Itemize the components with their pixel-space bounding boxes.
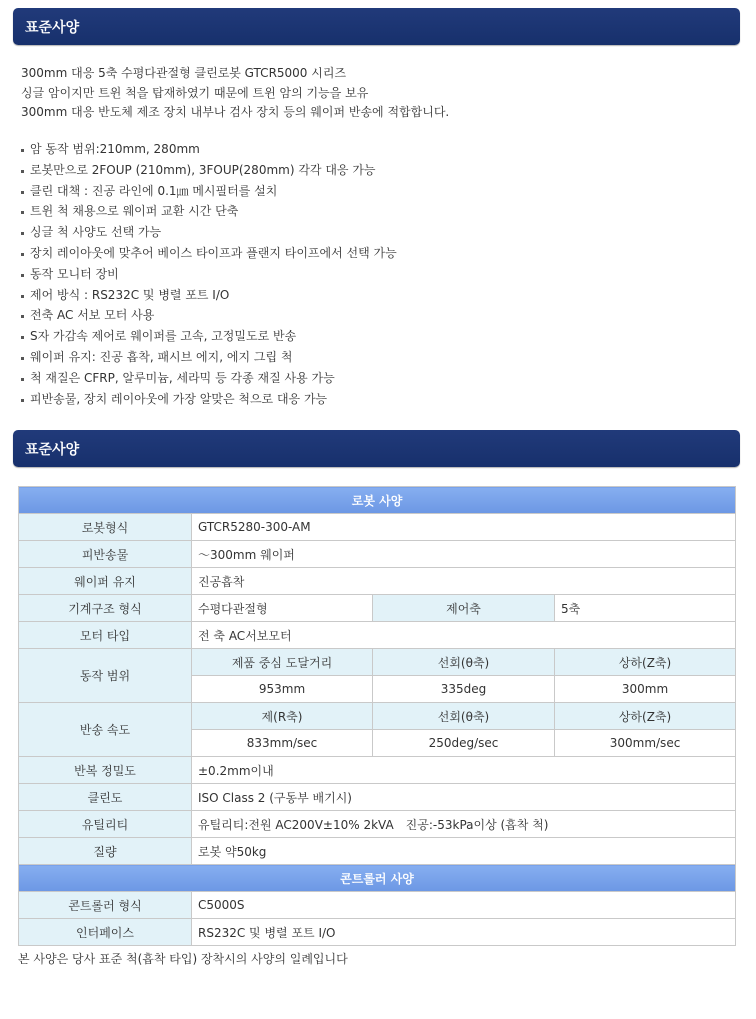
row-value: ±0.2mm이내: [192, 757, 736, 784]
row-label: 인터페이스: [19, 919, 192, 946]
list-item: 장치 레이아웃에 맞추어 베이스 타이프과 플랜지 타이프에서 선택 가능: [21, 243, 397, 264]
section-header-spec: [13, 8, 740, 45]
table-row: [19, 595, 736, 622]
row-value: 전 축 AC서보모터: [192, 622, 736, 649]
row-value: 953mm: [192, 676, 373, 703]
intro-line: 300mm 대응 반도체 제조 장치 내부나 검사 장치 등의 웨이퍼 반송에 적합합니다.: [21, 105, 450, 119]
table-row: [19, 892, 736, 919]
column-header: 제품 중심 도달거리: [192, 649, 373, 676]
row-label: 피반송물: [19, 541, 192, 568]
row-label: 콘트롤러 형식: [19, 892, 192, 919]
row-value: ISO Class 2 (구동부 배기시): [192, 784, 736, 811]
table-row: [19, 757, 736, 784]
section-title: 표준사양: [25, 442, 80, 458]
table-row: [19, 865, 736, 892]
table-row: [19, 919, 736, 946]
row-value: 300mm/sec: [555, 730, 736, 757]
row-value: 250deg/sec: [373, 730, 555, 757]
row-label: 클린도: [19, 784, 192, 811]
row-value: GTCR5280-300-AM: [192, 514, 736, 541]
list-item: 싱글 척 사양도 선택 가능: [21, 222, 397, 243]
table-row: [19, 811, 736, 838]
table-row: [19, 784, 736, 811]
row-label: 웨이퍼 유지: [19, 568, 192, 595]
list-item: 암 동작 범위:210mm, 280mm: [21, 139, 397, 160]
column-header: 상하(Z축): [555, 649, 736, 676]
list-item: 전축 AC 서보 모터 사용: [21, 305, 397, 326]
table-row: [19, 487, 736, 514]
footnote: 본 사양은 당사 표준 척(흡착 타입) 장착시의 사양의 일례입니다: [18, 952, 348, 966]
section-title: 표준사양: [25, 20, 80, 36]
list-item: 동작 모니터 장비: [21, 264, 397, 285]
table-row: [19, 838, 736, 865]
row-value: 300mm: [555, 676, 736, 703]
row-value: RS232C 및 병렬 포트 I/O: [192, 919, 736, 946]
column-header: 제(R축): [192, 703, 373, 730]
row-label: 동작 범위: [19, 649, 192, 703]
intro-line: 싱글 암이지만 트윈 척을 탑재하였기 때문에 트윈 암의 기능을 보유: [21, 85, 369, 100]
row-label: 질량: [19, 838, 192, 865]
row-value: 5축: [555, 595, 736, 622]
list-item: 트윈 척 채용으로 웨이퍼 교환 시간 단축: [21, 201, 397, 222]
table-row: [19, 568, 736, 595]
row-value: 유틸리티:전원 AC200V±10% 2kVA 진공:-53kPa이상 (흡착 척): [192, 811, 736, 838]
row-label: 제어축: [373, 595, 555, 622]
list-item: 클린 대책 : 진공 라인에 0.1㎛ 메시필터를 설치: [21, 181, 397, 202]
list-item: S자 가감속 제어로 웨이퍼를 고속, 고정밀도로 반송: [21, 326, 397, 347]
intro-text: [21, 64, 449, 123]
list-item: 로봇만으로 2FOUP (210mm), 3FOUP(280mm) 각각 대응 가능: [21, 160, 397, 181]
column-header: 상하(Z축): [555, 703, 736, 730]
row-value: 수평다관절형: [192, 595, 373, 622]
table-row: [19, 514, 736, 541]
row-label: 유틸리티: [19, 811, 192, 838]
table-row: [19, 622, 736, 649]
row-value: 진공흡착: [192, 568, 736, 595]
row-label: 모터 타입: [19, 622, 192, 649]
feature-list: [21, 139, 397, 409]
list-item: 웨이퍼 유지: 진공 흡착, 패시브 에지, 에지 그립 척: [21, 347, 397, 368]
row-label: 반송 속도: [19, 703, 192, 757]
row-value: ～300mm 웨이퍼: [192, 541, 736, 568]
list-item: 제어 방식 : RS232C 및 병렬 포트 I/O: [21, 285, 397, 306]
intro-line: 300mm 대응 5축 수평다관절형 클린로봇 GTCR5000 시리즈: [21, 66, 347, 80]
table-row: [19, 541, 736, 568]
list-item: 척 재질은 CFRP, 알루미늄, 세라믹 등 각종 재질 사용 가능: [21, 368, 397, 389]
row-label: 기계구조 형식: [19, 595, 192, 622]
robot-spec-header: 로봇 사양: [19, 487, 736, 514]
row-label: 로봇형식: [19, 514, 192, 541]
row-value: 로봇 약50kg: [192, 838, 736, 865]
controller-spec-header: 콘트롤러 사양: [19, 865, 736, 892]
spec-table: [18, 486, 736, 946]
row-label: 반복 정밀도: [19, 757, 192, 784]
row-value: 335deg: [373, 676, 555, 703]
row-value: 833mm/sec: [192, 730, 373, 757]
section-header-spec-table: [13, 430, 740, 467]
list-item: 피반송물, 장치 레이아웃에 가장 알맞은 척으로 대응 가능: [21, 389, 397, 410]
column-header: 선회(θ축): [373, 703, 555, 730]
table-row: [19, 703, 736, 730]
table-row: [19, 649, 736, 676]
row-value: C5000S: [192, 892, 736, 919]
column-header: 선회(θ축): [373, 649, 555, 676]
